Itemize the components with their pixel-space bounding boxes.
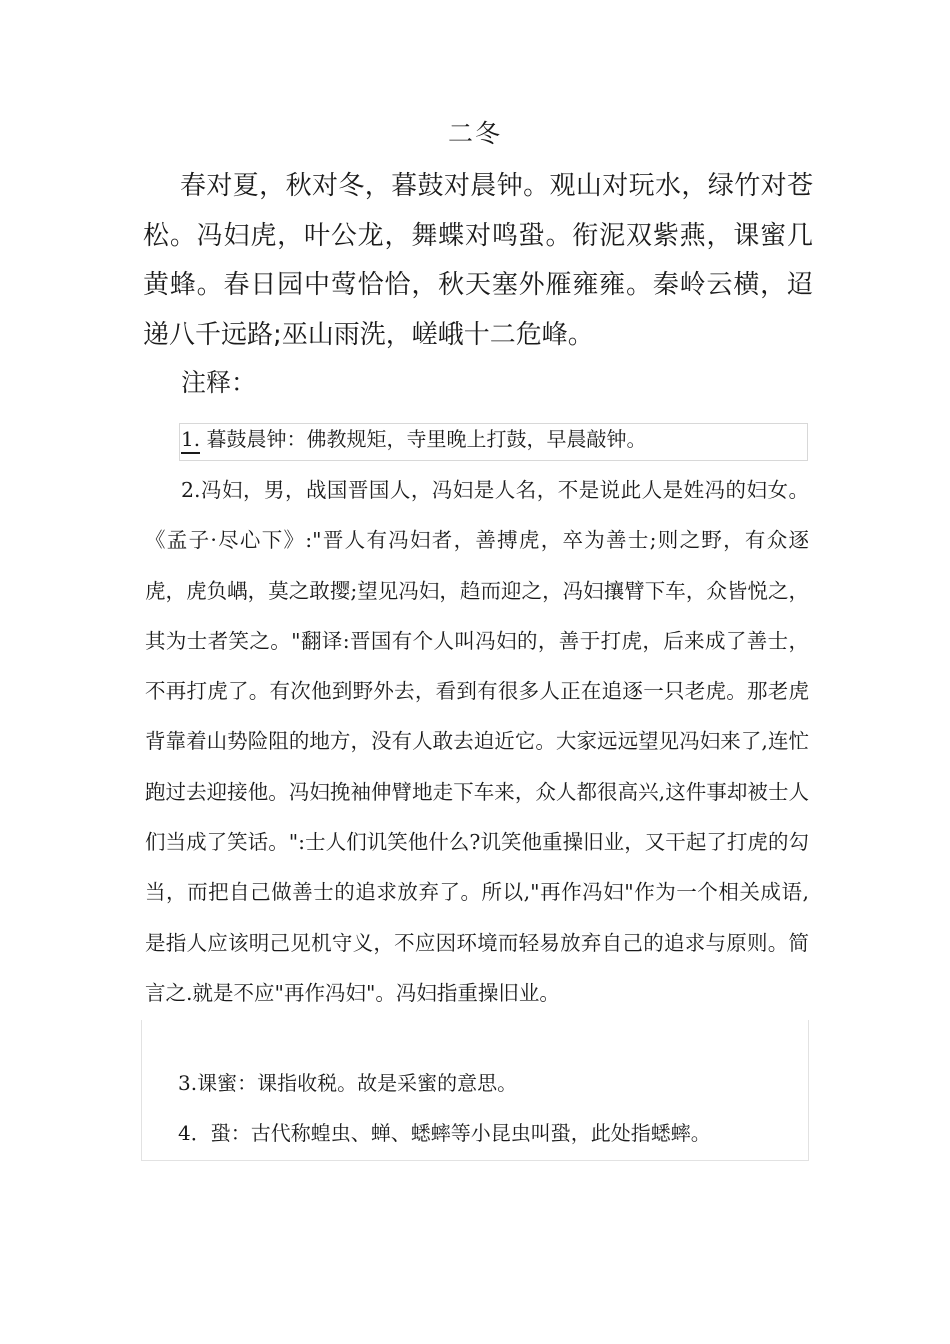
notes-heading: 注释： bbox=[181, 368, 257, 397]
note-1-text: 暮鼓晨钟：佛教规矩，寺里晚上打鼓，早晨敲钟。 bbox=[200, 427, 647, 451]
note-1-number: 1. bbox=[181, 427, 200, 454]
note-1 bbox=[181, 424, 646, 454]
page-title: 二冬 bbox=[447, 119, 502, 148]
note-2: 2.冯妇，男，战国晋国人，冯妇是人名，不是说此人是姓冯的妇女。《孟子·尽心下》:"晋人有冯妇者，善搏虎，卒为善士;则之野，有众逐虎，虎负嵎，莫之敢撄;望见冯妇，趋而迎之，冯妇攘臂下车，众皆悦之，其为士者笑之。"翻译:晋国有个人叫冯妇的，善于打虎，后来成了善士，不再打虎了。有次他到野外去，看到有很多人正在追逐一只老虎。那老虎背靠着山势险阻的地方，没有人敢去迫近它。大家远远望见冯妇来了,连忙跑过去迎接他。冯妇挽袖伸臂地走下车来，众人都很高兴,这件事却被士人们当成了笑话。":士人们讥笑他什么?讥笑他重操旧业，又干起了打虎的勾当，而把自己做善士的追求放弃了。所以,"再作冯妇"作为一个相关成语,是指人应该明己见机守义，不应因环境而轻易放弃自己的追求与原则。简言之.就是不应"再作冯妇"。冯妇指重操旧业。 bbox=[145, 478, 809, 1005]
poem-text: 春对夏，秋对冬，暮鼓对晨钟。观山对玩水，绿竹对苍松。冯妇虎，叶公龙，舞蝶对鸣蛩。衔泥双紫燕，课蜜几黄蜂。春日园中莺恰恰，秋天塞外雁雍雍。秦岭云横，迢递八千远路;巫山雨洗，嵯峨十二危峰。 bbox=[143, 171, 813, 350]
note-3: 3.课蜜：课指收税。故是采蜜的意思。 bbox=[178, 1071, 518, 1095]
note-4: 4．蛩：古代称蝗虫、蝉、蟋蟀等小昆虫叫蛩，此处指蟋蟀。 bbox=[178, 1121, 711, 1145]
